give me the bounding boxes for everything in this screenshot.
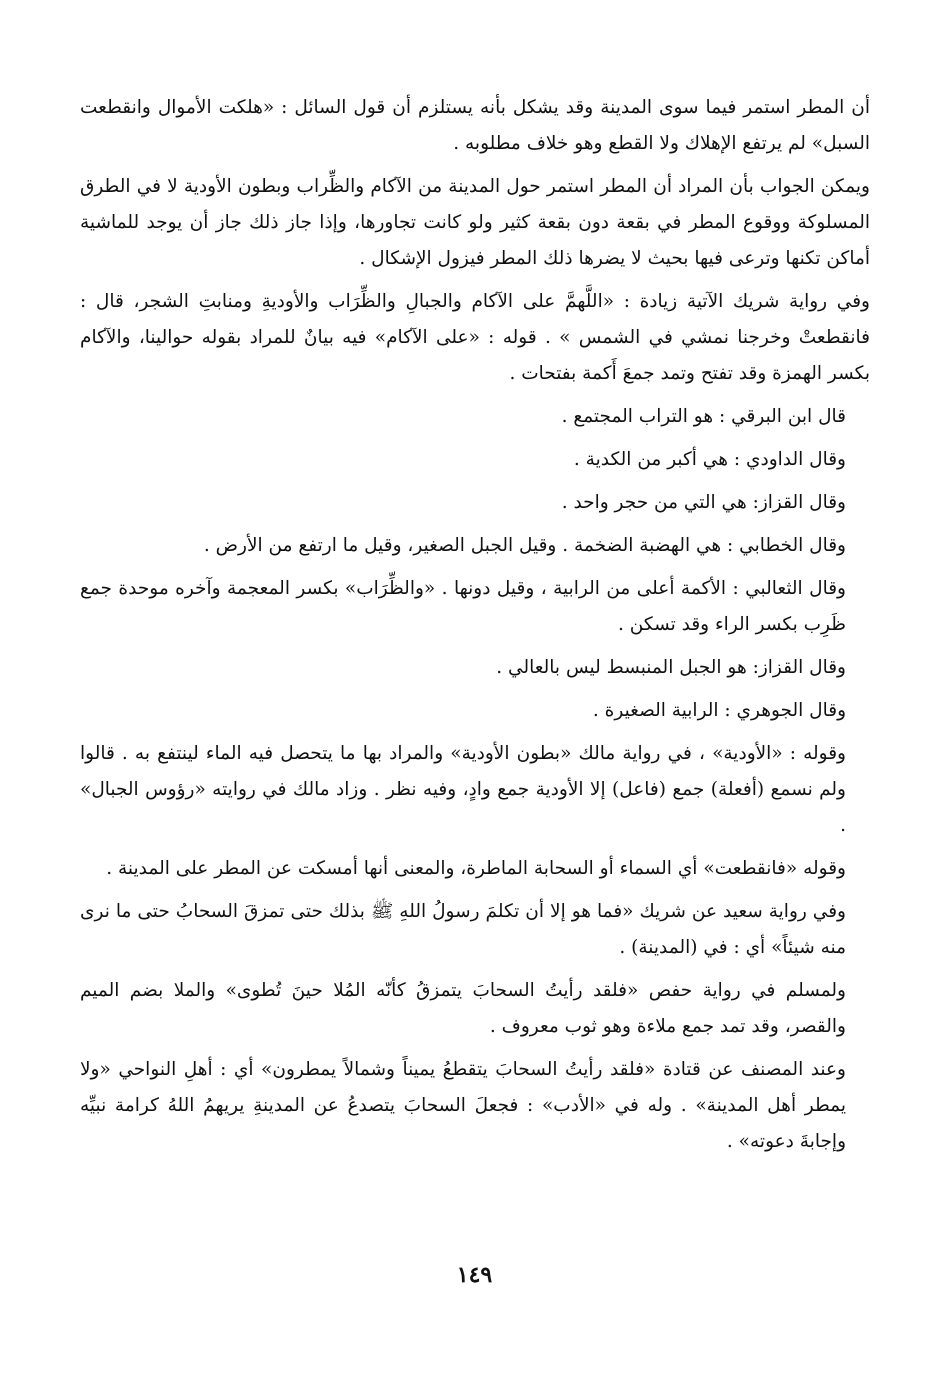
paragraph: وقال الداودي : هي أكبر من الكدية . — [573, 449, 846, 470]
paragraph: أن المطر استمر فيما سوى المدينة وقد يشكل بأنه يستلزم أن قول السائل : «هلكت الأموال وانقطعت السبل» لم يرتفع الإهلاك ولا القطع وهو خلاف مطلوبه . — [80, 97, 870, 154]
paragraph: وقال القزاز: هي التي من حجر واحد . — [561, 492, 846, 513]
paragraph: ويمكن الجواب بأن المراد أن المطر استمر حول المدينة من الآكام والظِّراب وبطون الأودية لا في الطرق المسلوكة ووقوع المطر في بقعة دون بقعة كثير ولو كانت تجاورها، وإذا جاز ذلك جاز أن يوجد للماشية أماكن تكنها وترعى فيها بحيث لا يضرها ذلك المطر فيزول الإشكال . — [80, 176, 870, 269]
paragraph: وفي رواية شريك الآتية زيادة : «اللَّهمَّ على الآكام والجبالِ والظِّرَاب والأوديةِ ومنابتِ الشجر، قال : فانقطعتْ وخرجنا نمشي في الشمس » . قوله : «على الآكام» فيه بيانٌ للمراد بقوله حوالينا، والآكام بكسر الهمزة وقد تفتح وتمد جمعَ أَكمة بفتحات . — [80, 291, 870, 384]
page-number: ١٤٩ — [456, 1262, 493, 1288]
paragraph: وقال الخطابي : هي الهضبة الضخمة . وقيل الجبل الصغير، وقيل ما ارتفع من الأرض . — [203, 535, 846, 556]
paragraph: قال ابن البرقي : هو التراب المجتمع . — [561, 406, 846, 427]
paragraph: وقال الثعالبي : الأكمة أعلى من الرابية ، وقيل دونها . «والظِّرَاب» بكسر المعجمة وآخره موحدة جمع ظَرِب بكسر الراء وقد تسكن . — [80, 578, 846, 635]
paragraph: وقال القزاز: هو الجبل المنبسط ليس بالعالي . — [496, 657, 846, 678]
paragraph: وقوله : «الأودية» ، في رواية مالك «بطون الأودية» والمراد بها ما يتحصل فيه الماء لينتفع به . قالوا ولم نسمع (أفعلة) جمع (فاعل) إلا الأودية جمع وادٍ، وفيه نظر . وزاد مالك في روايته «رؤوس الجبال» . — [80, 743, 846, 836]
paragraph: وفي رواية سعيد عن شريك «فما هو إلا أن تكلمَ رسولُ اللهِ ﷺ بذلك حتى تمزقَ السحابُ حتى ما نرى منه شيئاً» أي : في (المدينة) . — [80, 901, 846, 958]
page-body — [80, 90, 870, 1167]
paragraph: ولمسلم في رواية حفص «فلقد رأيتُ السحابَ يتمزقُ كأنّه المُلا حينَ تُطوى» والملا بضم الميم والقصر، وقد تمد جمع ملاءة وهو ثوب معروف . — [80, 980, 846, 1037]
paragraph: وعند المصنف عن قتادة «فلقد رأيتُ السحابَ يتقطعُ يميناً وشمالاً يمطرون» أي : أهلِ النواحي «ولا يمطر أهل المدينة» . وله في «الأدب» : فجعلَ السحابَ يتصدعُ عن المدينةِ يريهمُ اللهُ كرامة نبيِّه وإجابةَ دعوته» . — [80, 1059, 846, 1152]
paragraph: وقوله «فانقطعت» أي السماء أو السحابة الماطرة، والمعنى أنها أمسكت عن المطر على المدينة . — [106, 858, 846, 879]
paragraph: وقال الجوهري : الرابية الصغيرة . — [592, 700, 846, 721]
